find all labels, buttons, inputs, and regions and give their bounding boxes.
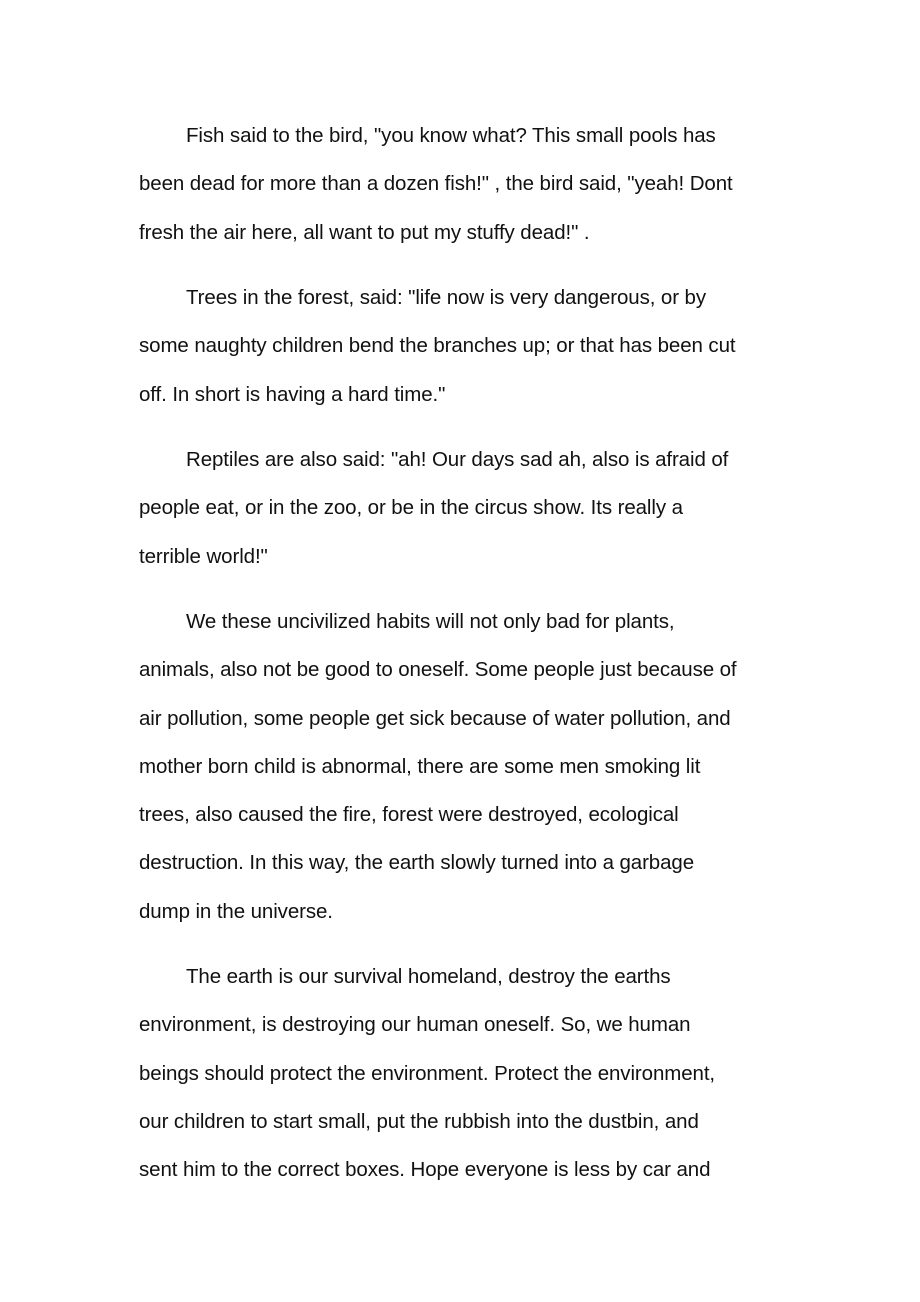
- paragraph-line: trees, also caused the fire, forest were destroyed, ecological: [139, 803, 679, 827]
- paragraph-line: some naughty children bend the branches up; or that has been cut: [139, 334, 736, 358]
- paragraph-line: beings should protect the environment. Protect the environment,: [139, 1061, 716, 1085]
- paragraph-line: environment, is destroying our human oneself. So, we human: [139, 1013, 691, 1037]
- paragraph-line: animals, also not be good to oneself. Some people just because of: [139, 658, 737, 682]
- paragraph-line: mother born child is abnormal, there are some men smoking lit: [139, 754, 701, 778]
- paragraph-line: people eat, or in the zoo, or be in the circus show. Its really a: [139, 496, 683, 520]
- paragraph-1: [139, 112, 779, 257]
- paragraph-line: The earth is our survival homeland, destroy the earths: [186, 965, 671, 988]
- paragraph-line: terrible world!": [139, 544, 268, 568]
- paragraph-line: off. In short is having a hard time.": [139, 382, 446, 406]
- paragraph-3: [139, 436, 779, 581]
- paragraph-2: [139, 274, 779, 419]
- paragraph-5: [139, 953, 779, 1194]
- paragraph-line: Fish said to the bird, "you know what? This small pools has: [186, 124, 716, 147]
- paragraph-line: dump in the universe.: [139, 899, 333, 923]
- paragraph-line: Trees in the forest, said: "life now is very dangerous, or by: [186, 286, 706, 309]
- paragraph-line: fresh the air here, all want to put my stuffy dead!" .: [139, 220, 590, 244]
- paragraph-line: destruction. In this way, the earth slowly turned into a garbage: [139, 851, 695, 875]
- paragraph-line: been dead for more than a dozen fish!" , the bird said, "yeah! Dont: [139, 172, 733, 196]
- paragraph-line: We these uncivilized habits will not only bad for plants,: [186, 610, 675, 633]
- paragraph-line: our children to start small, put the rubbish into the dustbin, and: [139, 1109, 699, 1133]
- paragraph-line: Reptiles are also said: "ah! Our days sad ah, also is afraid of: [186, 448, 729, 471]
- paragraph-line: air pollution, some people get sick because of water pollution, and: [139, 706, 731, 730]
- paragraph-4: [139, 598, 779, 936]
- paragraph-line: sent him to the correct boxes. Hope everyone is less by car and: [139, 1158, 711, 1182]
